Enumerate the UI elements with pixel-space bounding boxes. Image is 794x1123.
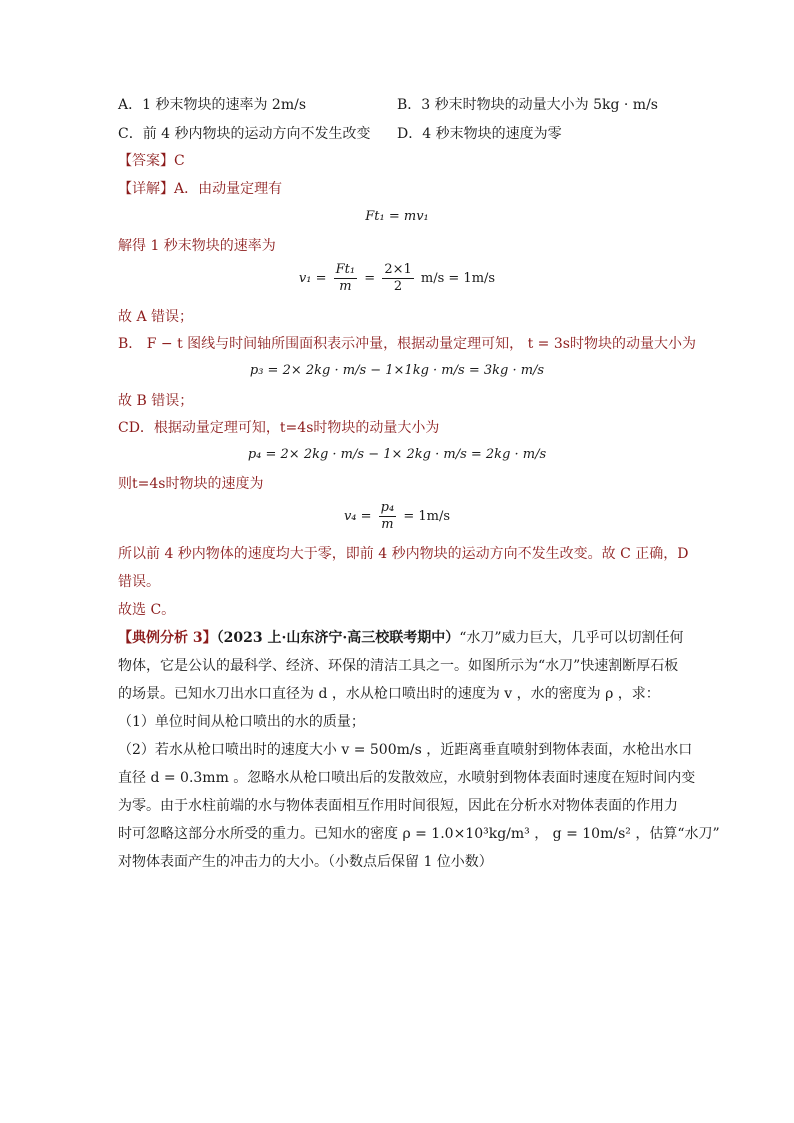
eq5-lhs: v₄ = bbox=[343, 509, 372, 524]
example-line-1 bbox=[118, 628, 684, 648]
eq5-fraction bbox=[379, 500, 397, 533]
velocity-text: 则t=4s时物块的速度为 bbox=[118, 476, 264, 492]
example-source: （2023 上·山东济宁·高三校联考期中） bbox=[216, 630, 460, 646]
eq5-denominator: m bbox=[381, 517, 394, 532]
option-b: B．3 秒末时物块的动量大小为 5kg · m/s bbox=[397, 97, 658, 113]
question-2-line-5: 对物体表面产生的冲击力的大小。（小数点后保留 1 位小数） bbox=[118, 854, 493, 870]
eq2-fraction-2 bbox=[382, 262, 413, 295]
detail-intro: 【详解】A．由动量定理有 bbox=[118, 181, 283, 197]
conclusion-line-2: 错误。 bbox=[118, 574, 160, 590]
question-2-line-1: （2）若水从枪口喷出时的速度大小 v = 500m/s ，近距离垂直喷射到物体表面，水枪出水口 bbox=[118, 742, 693, 758]
eq5-rhs: = 1m/s bbox=[403, 509, 451, 524]
equation-velocity-4 bbox=[0, 500, 794, 534]
option-c: C．前 4 秒内物块的运动方向不发生改变 bbox=[118, 126, 371, 142]
example-label: 【典例分析 3】 bbox=[118, 630, 217, 646]
solve-text: 解得 1 秒末物块的速率为 bbox=[118, 238, 276, 254]
equation-velocity bbox=[0, 262, 794, 296]
choose-line: 故选 C。 bbox=[118, 602, 176, 618]
example-line-2: 物体，它是公认的最科学、经济、环保的清洁工具之一。如图所示为“水刀”快速割断厚石板 bbox=[118, 658, 679, 674]
a-wrong: 故 A 错误； bbox=[118, 309, 194, 325]
eq2-fraction-1 bbox=[334, 262, 357, 295]
equation-impulse: Ft₁ = mv₁ bbox=[365, 209, 429, 224]
question-2-line-2: 直径 d = 0.3mm 。忽略水从枪口喷出后的发散效应，水喷射到物体表面时速度在短时间内变 bbox=[118, 770, 696, 786]
eq2-rhs: m/s = 1m/s bbox=[420, 271, 496, 286]
option-d: D．4 秒末物块的速度为零 bbox=[397, 126, 562, 142]
equation-momentum-4: p₄ = 2× 2kg · m/s − 1× 2kg · m/s = 2kg · m/s bbox=[247, 447, 547, 462]
equation-momentum-3: p₃ = 2× 2kg · m/s − 1×1kg · m/s = 3kg · m/s bbox=[249, 363, 545, 378]
cd-explanation: CD．根据动量定理可知，t=4s时物块的动量大小为 bbox=[118, 420, 440, 436]
option-a: A．1 秒末物块的速率为 2m/s bbox=[118, 97, 307, 113]
conclusion-line-1: 所以前 4 秒内物体的速度均大于零，即前 4 秒内物块的运动方向不发生改变。故 C 正确，D bbox=[118, 546, 689, 562]
question-2-line-3: 为零。由于水柱前端的水与物体表面相互作用时间很短，因此在分析水对物体表面的作用力 bbox=[118, 798, 678, 814]
eq2-denominator-1: m bbox=[339, 279, 352, 294]
answer-line: 【答案】C bbox=[118, 153, 185, 169]
question-1: （1）单位时间从枪口喷出的水的质量； bbox=[118, 714, 365, 730]
question-2-line-4: 时可忽略这部分水所受的重力。已知水的密度 ρ = 1.0×10³kg/m³ ， g = 10m/s² ，估算“水刀” bbox=[118, 826, 720, 842]
eq2-numerator-2: 2×1 bbox=[384, 262, 412, 277]
example-line-1-rest: “水刀”威力巨大，几乎可以切割任何 bbox=[459, 630, 684, 646]
b-explanation: B． F − t 图线与时间轴所围面积表示冲量，根据动量定理可知， t = 3s时物块的动量大小为 bbox=[118, 336, 696, 352]
b-wrong: 故 B 错误； bbox=[118, 393, 194, 409]
eq2-equals: = bbox=[364, 271, 376, 286]
eq2-denominator-2: 2 bbox=[393, 279, 403, 294]
eq5-numerator: p₄ bbox=[380, 500, 395, 515]
example-line-3: 的场景。已知水刀出水口直径为 d ，水从枪口喷出时的速度为 v ，水的密度为 ρ ，求： bbox=[118, 686, 660, 702]
eq2-lhs: v₁ = bbox=[298, 271, 327, 286]
eq2-numerator-1: Ft₁ bbox=[335, 262, 356, 277]
